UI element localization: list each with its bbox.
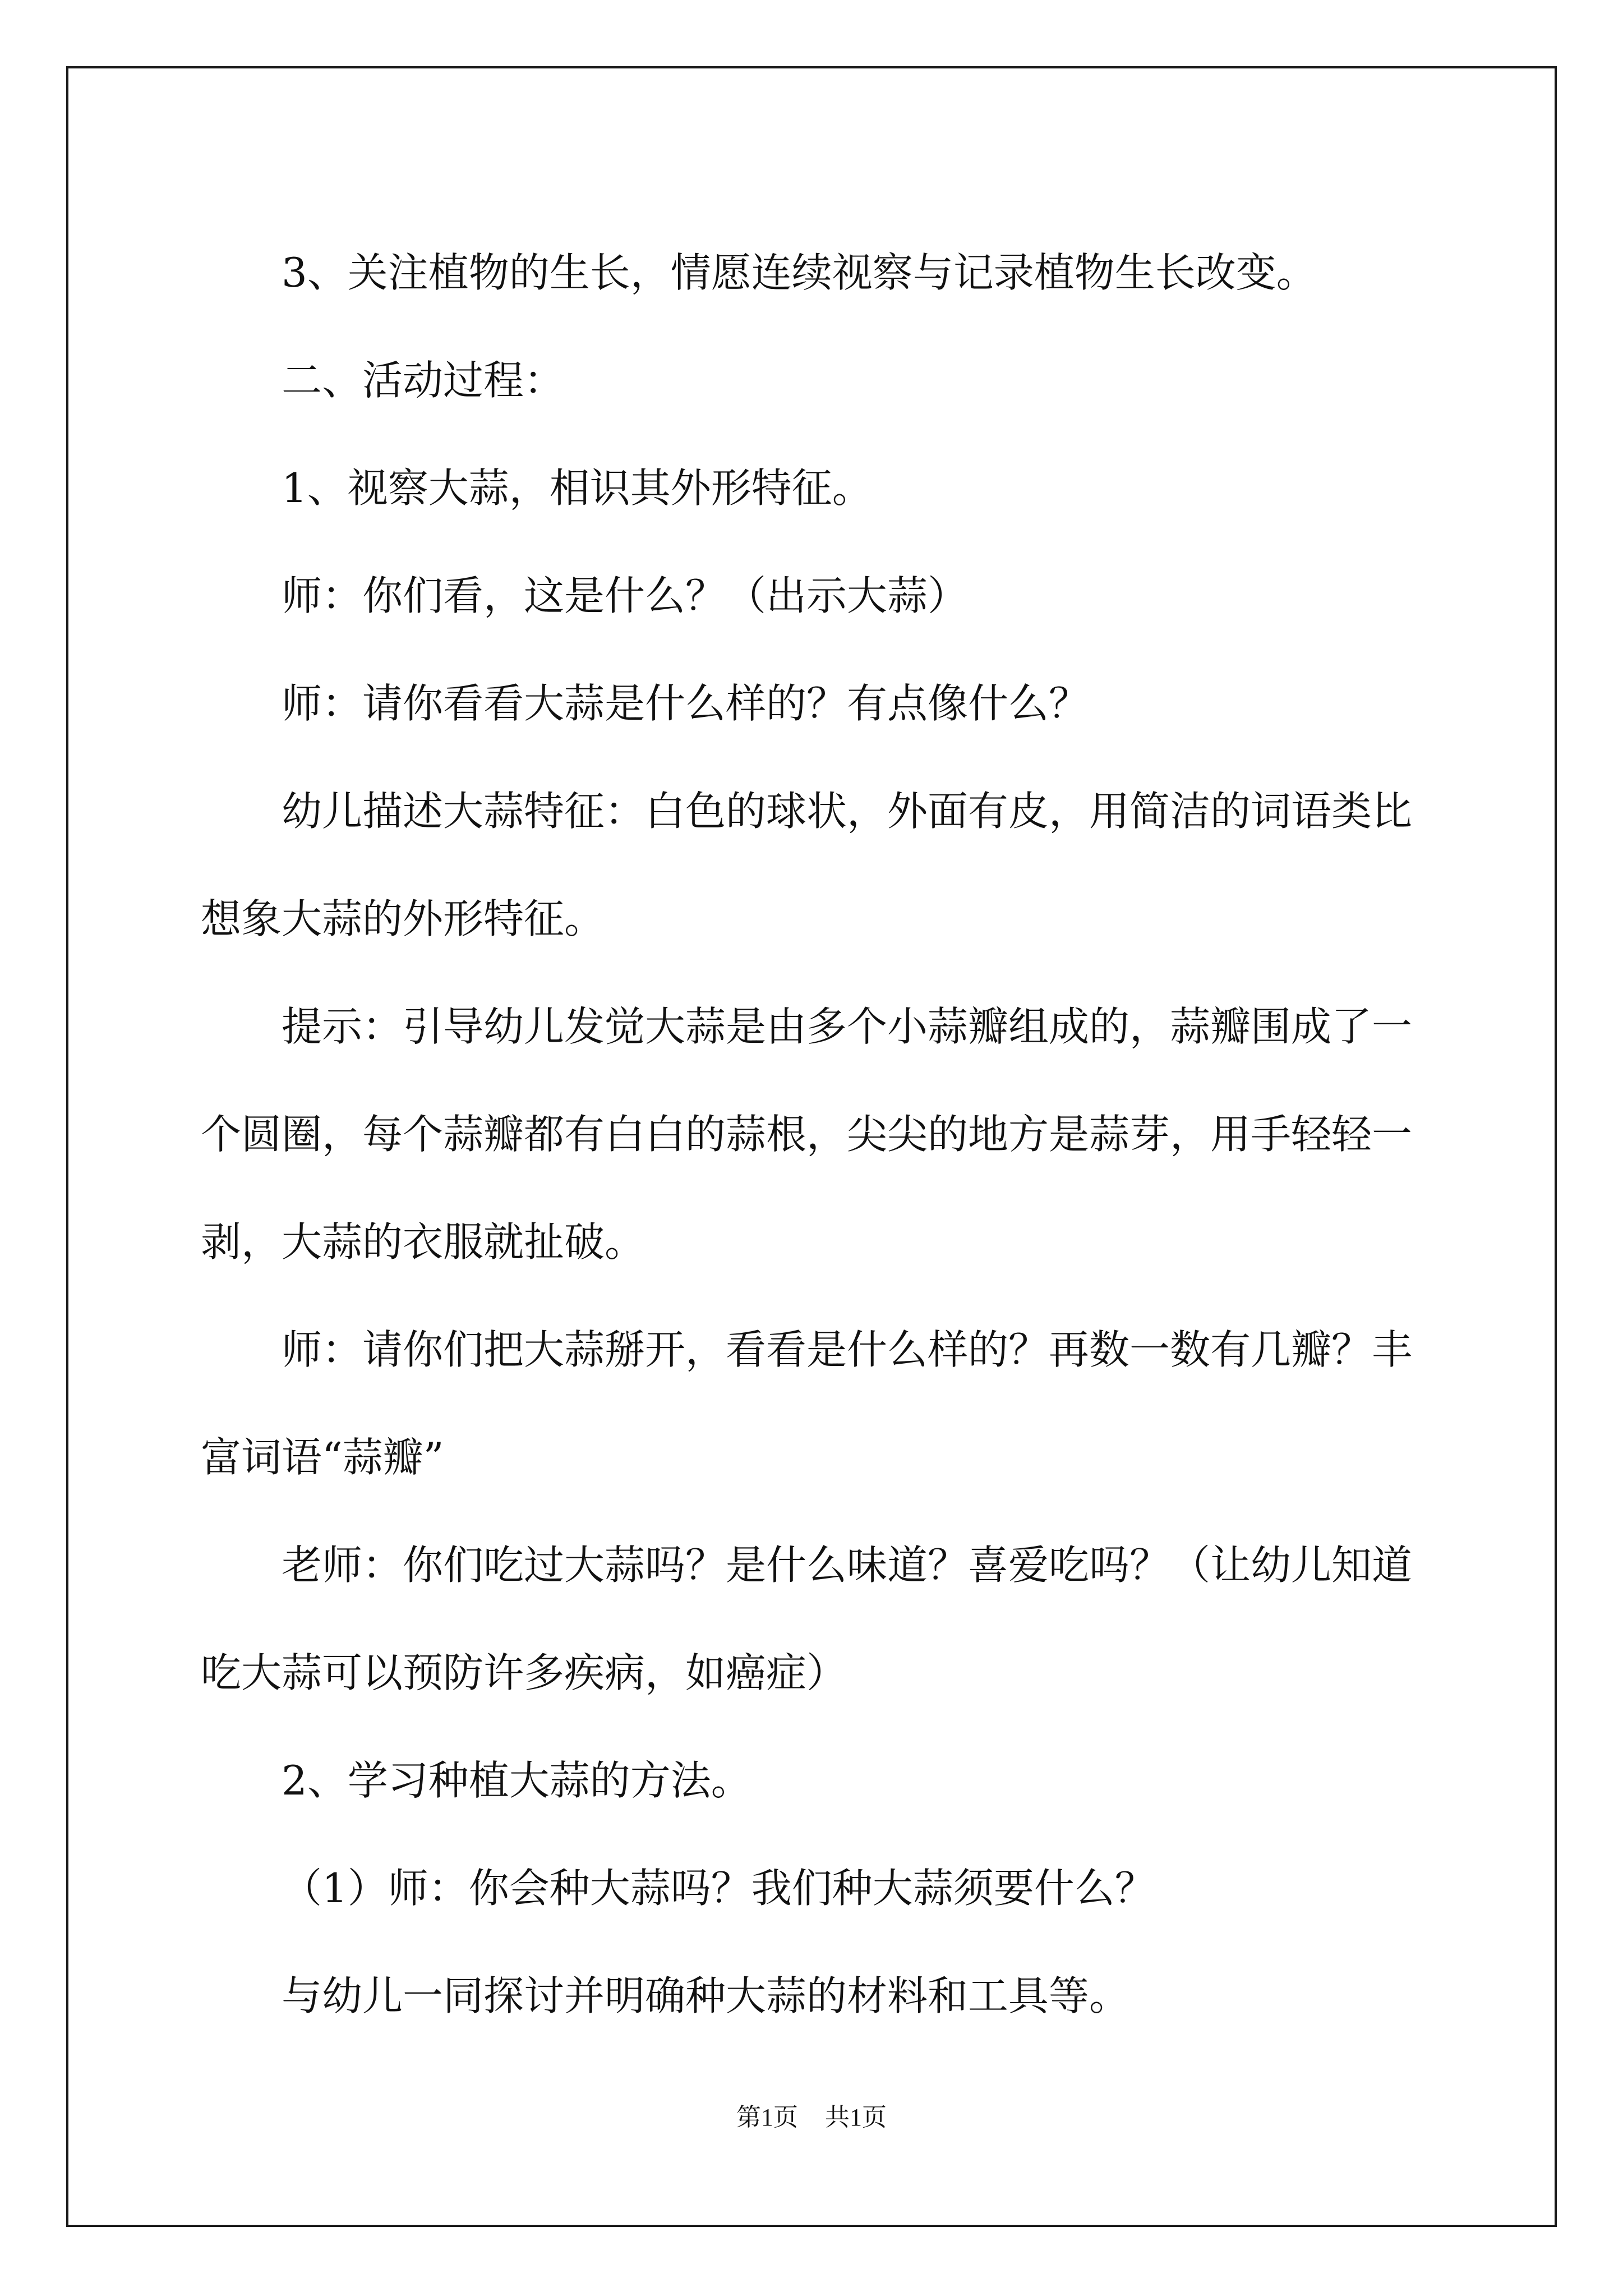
paragraph-hint: 提示：引导幼儿发觉大蒜是由多个小蒜瓣组成的，蒜瓣围成了一个圆圈，每个蒜瓣都有白白的蒜根，尖尖的地方是蒜芽，用手轻轻一剥，大蒜的衣服就扯破。: [201, 1003, 1413, 1266]
paragraph-teacher-question-2: 师：请你看看大蒜是什么样的？有点像什么？: [282, 680, 1090, 727]
document-body: [201, 219, 1435, 2050]
paragraph-teacher-question-3: 师：请你们把大蒜掰开，看看是什么样的？再数一数有几瓣？丰富词语“蒜瓣”: [201, 1326, 1413, 1481]
paragraph-step-2: 2、学习种植大蒜的方法。: [282, 1757, 751, 1804]
paragraph-teacher-question-4: 老师：你们吃过大蒜吗？是什么味道？喜爱吃吗？（让幼儿知道吃大蒜可以预防许多疾病，如癌症）: [201, 1542, 1413, 1696]
paragraph-step-1: 1、视察大蒜，相识其外形特征。: [282, 464, 873, 512]
page-number: 第1页: [736, 2104, 798, 2131]
paragraph-teacher-question-1: 师：你们看，这是什么？（出示大蒜）: [282, 572, 969, 619]
page-footer: [0, 2097, 1623, 2133]
paragraph-section-heading: 二、活动过程：: [282, 357, 565, 404]
paragraph-child-description: 幼儿描述大蒜特征：白色的球状，外面有皮，用简洁的词语类比想象大蒜的外形特征。: [201, 788, 1413, 942]
paragraph-discussion: 与幼儿一同探讨并明确种大蒜的材料和工具等。: [282, 1972, 1130, 2019]
paragraph-substep-1: （1）师：你会种大蒜吗？我们种大蒜须要什么？: [282, 1865, 1155, 1912]
page-total: 共1页: [825, 2104, 887, 2131]
paragraph-goal-3: 3、关注植物的生长，情愿连续视察与记录植物生长改变。: [282, 249, 1317, 296]
